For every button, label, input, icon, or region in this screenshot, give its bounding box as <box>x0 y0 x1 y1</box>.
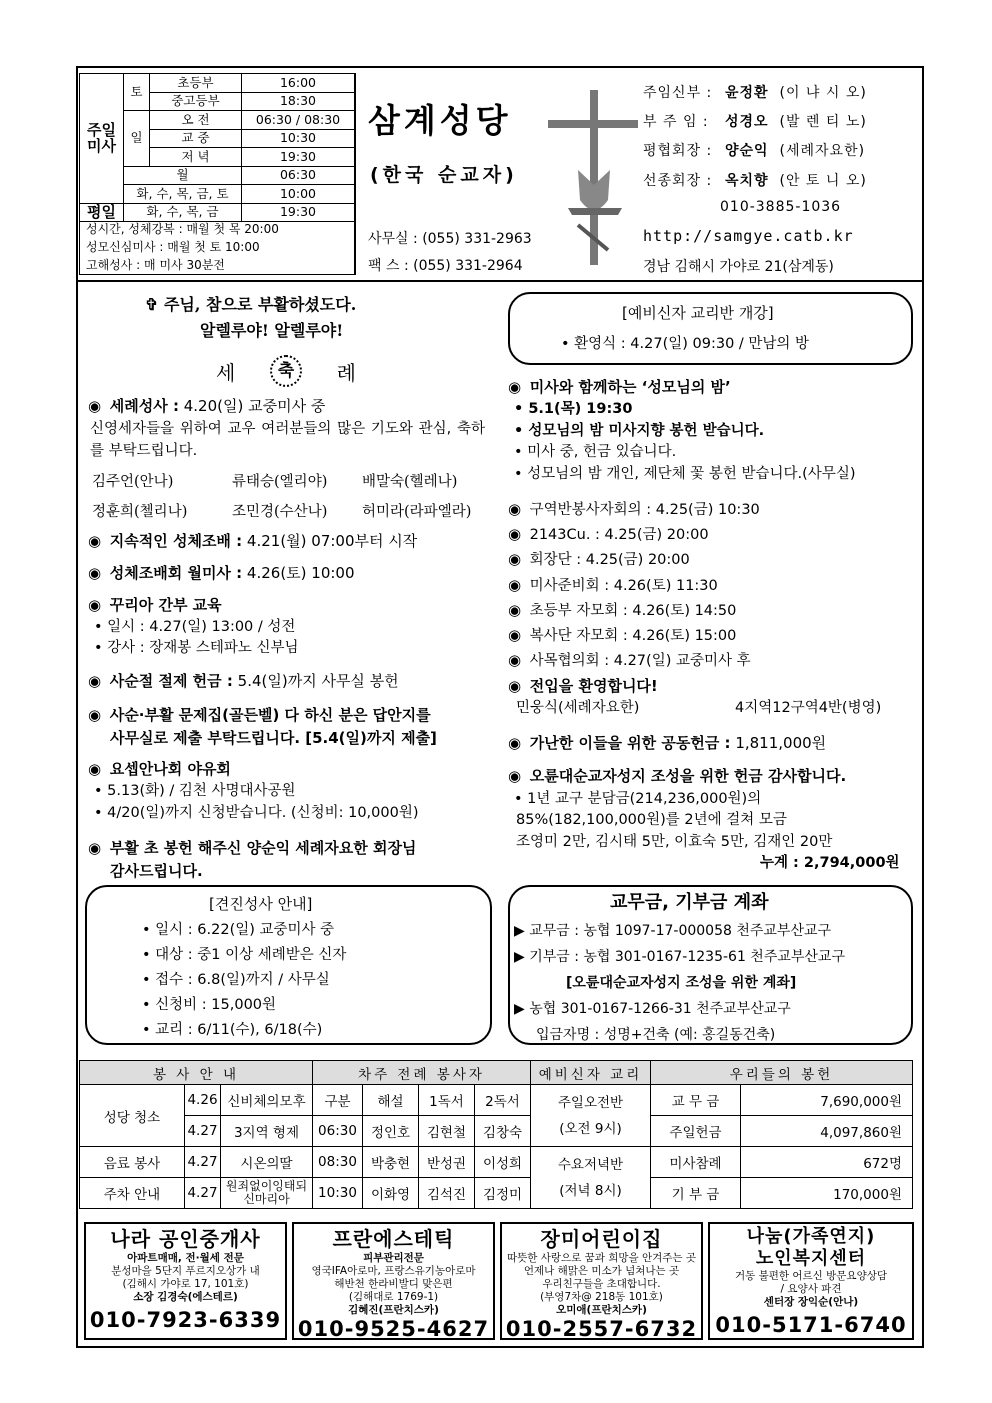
name-item: 김주언(안나) <box>92 474 174 490</box>
ad-line: 따뜻한 사랑으로 꿈과 희망을 안겨주는 곳 <box>506 1252 697 1264</box>
staff-saint: (발 렌 티 노) <box>779 114 867 130</box>
confirm-item: • 대상 : 중1 이상 세례받은 신자 <box>142 947 347 963</box>
fax-number: 팩 스 : (055) 331-2964 <box>368 258 523 274</box>
title-char: 례 <box>336 360 356 385</box>
poor-heading: 가난한 이들을 위한 공동헌금 : <box>529 734 731 752</box>
website-link[interactable]: http://samgye.catb.kr <box>643 227 854 245</box>
table-cell: 김정미 <box>475 1178 531 1209</box>
thanks-section: ◉ 부활 초 봉헌 해주신 양순익 세례자요한 회장님 <box>88 839 417 857</box>
quiz-line: 사무실로 제출 부탁드립니다. [5.4(일)까지 제출] <box>110 729 437 747</box>
table-cell: 해설 <box>363 1085 419 1116</box>
poor-value: 1,811,000원 <box>730 734 827 752</box>
staff-saint: (이 냐 시 오) <box>779 85 867 101</box>
ad-line: 언제나 해맑은 미소가 넘쳐나는 곳 <box>523 1265 680 1277</box>
welcome-heading: 전입을 환영합니다! <box>529 677 658 695</box>
table-cell: 박충현 <box>363 1147 419 1178</box>
confirmation-list <box>142 918 346 1043</box>
staff-name: 옥치향 <box>725 173 769 189</box>
curia-section: ◉ 꾸리아 간부 교육 <box>88 596 222 614</box>
adoration-mass-heading: 성체조배회 월미사 : <box>109 564 243 582</box>
curia-line: • 강사 : 장재봉 스테파노 신부님 <box>94 640 299 656</box>
staff-role: 주임신부 : <box>643 85 713 101</box>
welcome-section: ◉ 전입을 환영합니다! <box>508 677 658 695</box>
table-cell: 4.26 <box>185 1085 221 1116</box>
staff-name: 윤정환 <box>725 85 769 101</box>
title-char: 세 <box>216 360 236 385</box>
welcome-name: 민웅식(세례자요한) <box>516 700 640 716</box>
drink-label: 음료 봉사 <box>80 1147 185 1178</box>
quiz-section: ◉ 사순·부활 문제집(골든벨) 다 하신 분은 답안지를 <box>88 706 431 724</box>
ad-line: 분성마을 5단지 푸르지오상가 내 <box>111 1265 260 1277</box>
ad-line: 센터장 장익순(안나) <box>763 1296 859 1308</box>
quiz-line: 사순·부활 문제집(골든벨) 다 하신 분은 답안지를 <box>109 706 431 724</box>
table-cell: 4.27 <box>185 1147 221 1178</box>
thanks-line: 감사드립니다. <box>110 862 203 880</box>
adoration-mass-section: ◉ 성체조배회 월미사 : 4.26(토) 10:00 <box>88 564 355 582</box>
meetings-list <box>508 497 760 673</box>
joseph-line: • 5.13(화) / 김천 사명대사공원 <box>94 783 296 799</box>
table-cell: 기 부 금 <box>651 1178 741 1209</box>
confirm-item: • 일시 : 6.22(일) 교중미사 중 <box>142 922 335 938</box>
table-cell: 4,097,860원 <box>741 1116 913 1147</box>
ad-phone: 010-5171-6740 <box>715 1313 907 1337</box>
meeting-item: ◉ 복사단 자모회 : 4.26(토) 15:00 <box>508 626 737 645</box>
ad-realty <box>84 1222 287 1340</box>
table-cell: 1독서 <box>419 1085 475 1116</box>
ad-name: 노인복지센터 <box>755 1248 867 1269</box>
name-item: 조민경(수산나) <box>232 504 328 520</box>
table-cell: 이성희 <box>475 1147 531 1178</box>
table-cell: 주일헌금 <box>651 1116 741 1147</box>
shrine-total: 누계 : 2,794,000원 <box>760 855 900 871</box>
ad-name: 나눔(가족연지) <box>746 1226 876 1247</box>
mass-schedule-table <box>79 73 355 222</box>
table-cell: 이화영 <box>363 1178 419 1209</box>
meeting-item: ◉ 회장단 : 4.25(금) 20:00 <box>508 550 690 569</box>
catechumen-text: • 환영식 : 4.27(일) 09:30 / 만남의 방 <box>561 336 810 352</box>
adoration-section: ◉ 지속적인 성체조배 : 4.21(월) 07:00부터 시작 <box>88 532 418 550</box>
curia-line: • 일시 : 4.27(일) 13:00 / 성전 <box>94 619 296 635</box>
staff-role: 선종회장 : <box>643 173 713 189</box>
mary-heading: 미사와 함께하는 ‘성모님의 밤’ <box>529 378 731 396</box>
confirm-item: • 신청비 : 15,000원 <box>142 997 277 1013</box>
staff-row <box>643 140 865 160</box>
staff-role: 평협회장 : <box>643 143 713 159</box>
joseph-line: • 4/20(일)까지 신청받습니다. (신청비: 10,000원) <box>94 805 419 821</box>
parking-label: 주차 안내 <box>80 1178 185 1209</box>
ad-aesthetic <box>292 1222 495 1340</box>
mary-item: • 미사 중, 헌금 있습니다. <box>514 444 677 460</box>
ad-kindergarten <box>500 1222 703 1340</box>
lent-section: ◉ 사순절 절제 헌금 : 5.4(일)까지 사무실 봉헌 <box>88 672 399 690</box>
ad-phone: 010-2557-6732 <box>505 1317 698 1340</box>
adoration-value: 4.21(월) 07:00부터 시작 <box>242 532 418 550</box>
staff-name: 양순익 <box>725 143 769 159</box>
ad-name: 프란에스테틱 <box>332 1227 455 1251</box>
table-header: 봉 사 안 내 <box>80 1061 313 1085</box>
baptism-title <box>216 355 356 387</box>
ad-line: / 요양사 파견 <box>780 1283 842 1295</box>
note-line: 고해성사 : 매 미사 30분전 <box>86 258 225 272</box>
meeting-item: ◉ 2143Cu. : 4.25(금) 20:00 <box>508 525 709 544</box>
weekday-row-time: 10:00 <box>242 185 355 204</box>
table-cell: 4.27 <box>185 1116 221 1147</box>
mary-item: • 성모님의 밤 미사지향 봉헌 받습니다. <box>514 422 765 439</box>
name-item: 배말숙(헬레나) <box>362 474 458 490</box>
mary-list <box>514 399 856 485</box>
thanks-line: 부활 초 봉헌 해주신 양순익 세례자요한 회장님 <box>109 839 417 857</box>
ad-line: 피부관리전문 <box>363 1252 424 1264</box>
mary-item: • 성모님의 밤 개인, 제단체 꽃 봉헌 받습니다.(사무실) <box>514 465 856 482</box>
table-cell: 4.27 <box>185 1178 221 1209</box>
catechism-morning: 주일오전반 (오전 9시) <box>531 1085 651 1147</box>
table-cell: 교 무 금 <box>651 1085 741 1116</box>
sun-label: 일 <box>124 111 150 167</box>
account-line: ▶ 농협 301-0167-1266-31 천주교부산교구 <box>514 1001 791 1017</box>
account-line: 입금자명 : 성명+건축 (예: 홍길동건축) <box>536 1027 776 1043</box>
staff-row <box>643 170 867 190</box>
ad-line: (김해시 가야로 17, 101호) <box>122 1278 249 1290</box>
meeting-item: ◉ 미사준비회 : 4.26(토) 11:30 <box>508 575 718 594</box>
church-subtitle: (한국 순교자) <box>370 164 518 186</box>
ad-line: 영국IFA아로마, 프랑스유기농아로마 <box>311 1265 476 1277</box>
table-cell: 김현철 <box>419 1116 475 1147</box>
curia-heading: 꾸리아 간부 교육 <box>109 596 222 614</box>
sat-label: 토 <box>124 74 150 111</box>
welcome-area: 4지역12구역4반(병영) <box>735 700 882 716</box>
joseph-heading: 요셉안나회 야유회 <box>109 760 231 778</box>
staff-row <box>643 82 867 102</box>
mass-row-time: 06:30 / 08:30 <box>242 111 355 130</box>
staff-name: 성경오 <box>725 114 769 130</box>
name-item: 정훈희(첼리나) <box>92 504 188 520</box>
confirmation-title: [견진성사 안내] <box>209 895 313 913</box>
weekday-row-time: 06:30 <box>242 166 355 185</box>
sunday-mass-label: 주일 미사 <box>80 74 124 204</box>
ad-line: 거동 불편한 어르신 방문요양상담 <box>734 1270 887 1282</box>
church-title: 삼계성당 <box>368 101 512 140</box>
ad-line: 해반천 한라비발디 맞은편 <box>334 1278 453 1290</box>
weekday-row-label: 화, 수, 목, 금, 토 <box>124 185 242 204</box>
table-header: 차주 전례 봉사자 <box>313 1061 531 1085</box>
table-cell: 2독서 <box>475 1085 531 1116</box>
account-line: ▶ 기부금 : 농협 301-0167-1235-61 천주교부산교구 <box>514 949 845 965</box>
table-cell: 170,000원 <box>741 1178 913 1209</box>
ad-line: (부영7차@ 218동 101호) <box>540 1291 663 1303</box>
ad-phone: 010-7923-6339 <box>89 1308 282 1332</box>
celebrate-emblem-icon: 축 <box>270 355 302 387</box>
table-cell: 7,690,000원 <box>741 1085 913 1116</box>
table-cell: 672명 <box>741 1147 913 1178</box>
table-cell: 김창숙 <box>475 1116 531 1147</box>
service-table <box>79 1060 913 1209</box>
catechumen-title: [예비신자 교리반 개강] <box>622 304 774 322</box>
account-title: 교무금, 기부금 계좌 <box>610 892 769 913</box>
ad-name: 나라 공인중개사 <box>110 1227 261 1251</box>
header-divider <box>76 280 924 282</box>
ad-elder-care <box>708 1222 914 1340</box>
mass-notes <box>79 219 355 275</box>
table-cell: 구분 <box>313 1085 363 1116</box>
meeting-item: ◉ 구역반봉사자회의 : 4.25(금) 10:30 <box>508 500 760 518</box>
mass-row-time: 16:00 <box>242 74 355 93</box>
alleluia-text: 알렐루야! 알렐루야! <box>200 321 344 340</box>
mass-row-label: 오 전 <box>150 111 242 130</box>
staff-row <box>643 111 867 131</box>
lent-heading: 사순절 절제 헌금 : <box>109 672 233 690</box>
table-cell: 시온의딸 <box>221 1147 313 1178</box>
shrine-section: ◉ 오륜대순교자성지 조성을 위한 헌금 감사합니다. <box>508 767 847 785</box>
shrine-line: 85%(182,100,000원)를 2년에 걸쳐 모금 <box>516 812 787 828</box>
ad-line: 우리친구들을 초대합니다. <box>542 1278 661 1290</box>
note-line: 성모신심미사 : 매월 첫 토 10:00 <box>86 240 260 254</box>
mass-row-time: 10:30 <box>242 129 355 148</box>
shrine-line: 조영미 2만, 김시태 5만, 이효숙 5만, 김재인 20만 <box>516 834 833 850</box>
table-cell: 10:30 <box>313 1178 363 1209</box>
office-phone: 사무실 : (055) 331-2963 <box>368 231 532 247</box>
mass-row-time: 19:30 <box>242 148 355 167</box>
table-cell: 원죄없이잉태되신마리아 <box>221 1178 313 1209</box>
table-cell: 정인호 <box>363 1116 419 1147</box>
easter-greeting: ✞ 주님, 참으로 부활하셨도다. <box>145 295 357 314</box>
baptism-text: 신영세자들을 위하여 교우 여러분들의 많은 기도와 관심, 축하를 부탁드립니다. <box>90 421 485 459</box>
lent-value: 5.4(일)까지 사무실 봉헌 <box>232 672 399 690</box>
weekday-row-label: 화, 수, 목, 금 <box>124 203 242 222</box>
mass-row-label: 저 녁 <box>150 148 242 167</box>
adoration-heading: 지속적인 성체조배 : <box>109 532 243 550</box>
staff-phone: 010-3885-1036 <box>720 199 842 215</box>
staff-role: 부 주 임 : <box>643 114 709 130</box>
baptism-section: ◉ 세례성사 : 4.20(일) 교중미사 중 <box>88 397 326 415</box>
name-item: 류태승(엘리야) <box>232 474 328 490</box>
account-list <box>514 918 845 1048</box>
table-cell: 06:30 <box>313 1116 363 1147</box>
catechism-evening: 수요저녁반 (저녁 8시) <box>531 1147 651 1209</box>
weekday-row-time: 19:30 <box>242 203 355 222</box>
name-item: 허미라(라파엘라) <box>362 504 472 520</box>
weekday-row-label: 월 <box>124 166 242 185</box>
table-cell: 08:30 <box>313 1147 363 1178</box>
ad-phone: 010-9525-4627 <box>297 1317 490 1340</box>
table-cell: 반성권 <box>419 1147 475 1178</box>
staff-saint: (안 토 니 오) <box>779 173 867 189</box>
table-cell: 미사참례 <box>651 1147 741 1178</box>
ad-line: 김혜진(프란치스카) <box>348 1304 439 1316</box>
shrine-line: • 1년 교구 분담금(214,236,000원)의 <box>514 791 762 807</box>
mary-section: ◉ 미사와 함께하는 ‘성모님의 밤’ <box>508 378 731 396</box>
baptism-heading: 세례성사 : <box>109 397 179 415</box>
ad-line: 아파트매매, 전·월세 전문 <box>127 1252 244 1264</box>
table-header: 우리들의 봉헌 <box>651 1061 913 1085</box>
table-cell: 김석진 <box>419 1178 475 1209</box>
shrine-heading: 오륜대순교자성지 조성을 위한 헌금 감사합니다. <box>529 767 847 785</box>
meeting-item: ◉ 사목협의회 : 4.27(일) 교중미사 후 <box>508 651 751 670</box>
mass-row-label: 초등부 <box>150 74 242 93</box>
joseph-section: ◉ 요셉안나회 야유회 <box>88 760 231 778</box>
ad-name: 장미어린이집 <box>540 1227 663 1251</box>
account-line: ▶ 교무금 : 농협 1097-17-000058 천주교부산교구 <box>514 923 832 939</box>
table-cell: 3지역 형제 <box>221 1116 313 1147</box>
church-address: 경남 김해시 가야로 21(삼계동) <box>643 259 834 275</box>
table-cell: 신비체의모후 <box>221 1085 313 1116</box>
staff-saint: (세례자요한) <box>779 143 866 159</box>
mass-row-time: 18:30 <box>242 92 355 111</box>
confirm-item: • 접수 : 6.8(일)까지 / 사무실 <box>142 972 330 988</box>
baptism-names <box>92 470 482 521</box>
table-header: 예비신자 교리 <box>531 1061 651 1085</box>
meeting-item: ◉ 초등부 자모회 : 4.26(토) 14:50 <box>508 600 737 619</box>
ad-line: (김해대로 1769-1) <box>348 1291 439 1303</box>
note-line: 성시간, 성체강복 : 매월 첫 목 20:00 <box>86 222 279 236</box>
mary-item: • 5.1(목) 19:30 <box>514 401 633 417</box>
cross-logo-icon <box>548 90 648 265</box>
adoration-mass-value: 4.26(토) 10:00 <box>242 564 355 582</box>
mass-row-label: 교 중 <box>150 129 242 148</box>
baptism-value: 4.20(일) 교중미사 중 <box>178 397 326 415</box>
cleaning-label: 성당 청소 <box>80 1085 185 1147</box>
account-line: [오륜대순교자성지 조성을 위한 계좌] <box>566 975 797 991</box>
ad-line: 소장 김경숙(에스테르) <box>133 1291 238 1303</box>
mass-table-border <box>355 73 356 275</box>
poor-section: ◉ 가난한 이들을 위한 공동헌금 : 1,811,000원 <box>508 734 827 752</box>
weekday-mass-label: 평일 <box>80 203 124 222</box>
mass-row-label: 중고등부 <box>150 92 242 111</box>
confirm-item: • 교리 : 6/11(수), 6/18(수) <box>142 1022 323 1038</box>
ad-line: 오미애(프란치스카) <box>556 1304 647 1316</box>
